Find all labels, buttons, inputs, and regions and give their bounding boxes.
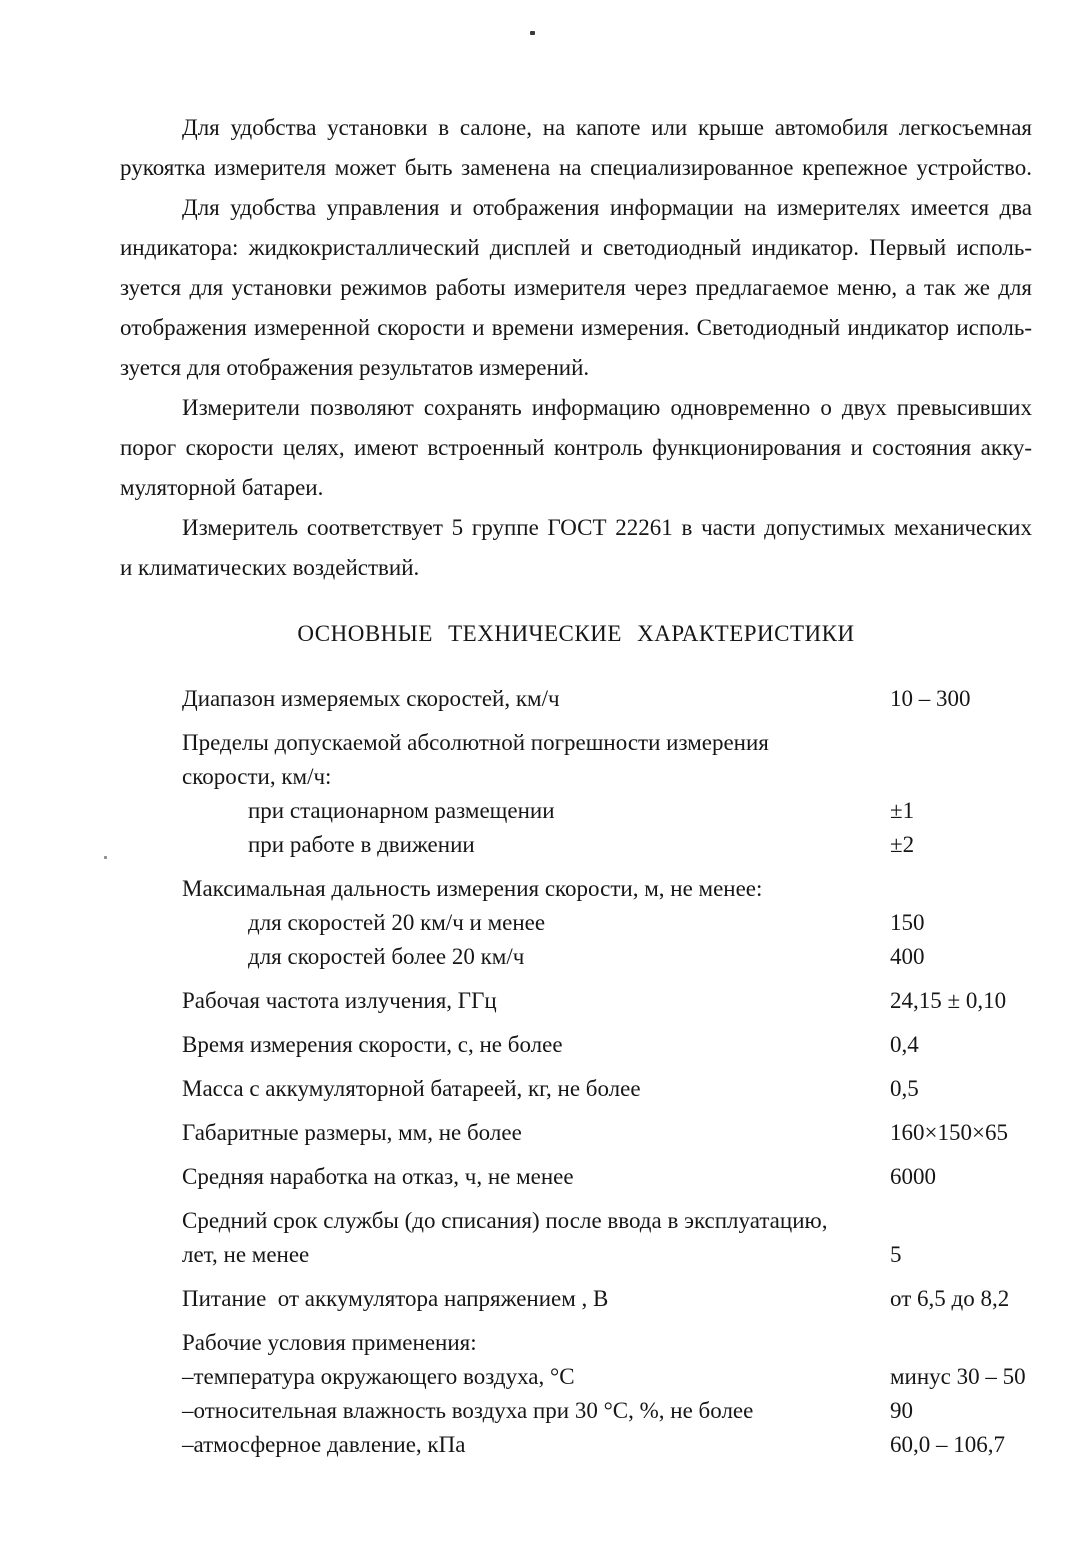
spec-row bbox=[120, 760, 1032, 794]
spec-label: Максимальная дальность измерения скорости, м, не менее: bbox=[182, 876, 763, 901]
spec-label: скорости, км/ч: bbox=[182, 764, 332, 789]
spec-row bbox=[120, 1238, 1032, 1272]
spec-label: при стационарном размещении bbox=[248, 798, 555, 823]
paragraph-line: рукоятка измерителя может быть заменена на специализированное крепежное устройство. bbox=[120, 155, 1032, 180]
spec-label: для скоростей более 20 км/ч bbox=[248, 944, 525, 969]
spec-value: 10 – 300 bbox=[890, 686, 971, 711]
spec-label: Диапазон измеряемых скоростей, км/ч bbox=[182, 686, 560, 711]
paragraph-line: Измеритель соответствует 5 группе ГОСТ 22261 в части допустимых механических bbox=[182, 515, 1032, 540]
spec-table bbox=[120, 682, 1032, 1462]
spec-label: Рабочие условия применения: bbox=[182, 1330, 477, 1355]
paragraph-line: отображения измеренной скорости и времени измерения. Светодиодный индикатор исполь- bbox=[120, 315, 1032, 340]
paragraph-line: и климатических воздействий. bbox=[120, 555, 420, 580]
spec-label: Время измерения скорости, с, не более bbox=[182, 1032, 563, 1057]
spec-row bbox=[120, 1360, 1032, 1394]
spec-value: от 6,5 до 8,2 bbox=[890, 1286, 1010, 1311]
spec-value: 160×150×65 bbox=[890, 1120, 1008, 1145]
spec-label: Средняя наработка на отказ, ч, не менее bbox=[182, 1164, 574, 1189]
spec-row bbox=[120, 1326, 1032, 1360]
spec-label: Габаритные размеры, мм, не более bbox=[182, 1120, 522, 1145]
spec-row bbox=[120, 1116, 1032, 1150]
spec-value: 60,0 – 106,7 bbox=[890, 1432, 1005, 1457]
spec-value: 90 bbox=[890, 1398, 913, 1423]
section-title: ОСНОВНЫЕ ТЕХНИЧЕСКИЕ ХАРАКТЕРИСТИКИ bbox=[297, 621, 855, 646]
paragraph-line: зуется для отображения результатов измерений. bbox=[120, 355, 590, 380]
spec-label: для скоростей 20 км/ч и менее bbox=[248, 910, 546, 935]
paragraph-line: индикатора: жидкокристаллический дисплей и светодиодный индикатор. Первый исполь- bbox=[120, 235, 1032, 260]
paragraph-line: Измерители позволяют сохранять информацию одновременно о двух превысивших bbox=[182, 395, 1032, 420]
spec-value: ±2 bbox=[890, 832, 915, 857]
paragraph-indicators bbox=[120, 188, 1032, 388]
spec-row bbox=[120, 984, 1032, 1018]
spec-value: 0,4 bbox=[890, 1032, 919, 1057]
spec-label: Рабочая частота излучения, ГГц bbox=[182, 988, 497, 1013]
spec-row bbox=[120, 1394, 1032, 1428]
scan-speck-icon bbox=[104, 856, 107, 859]
paragraph-mounting bbox=[120, 108, 1032, 188]
paragraph-line: Для удобства установки в салоне, на капоте или крыше автомобиля легкосъемная bbox=[182, 115, 1032, 140]
spec-row bbox=[120, 1028, 1032, 1062]
spec-value: минус 30 – 50 bbox=[890, 1364, 1026, 1389]
spec-label: лет, не менее bbox=[182, 1242, 310, 1267]
paragraph-line: порог скорости целях, имеют встроенный контроль функционирования и состояния акку- bbox=[120, 435, 1032, 460]
spec-label: Питание от аккумулятора напряжением , В bbox=[182, 1286, 609, 1311]
spec-row bbox=[120, 828, 1032, 862]
spec-value: 24,15 ± 0,10 bbox=[890, 988, 1007, 1013]
spec-value: 0,5 bbox=[890, 1076, 919, 1101]
spec-value: 400 bbox=[890, 944, 925, 969]
spec-row bbox=[120, 682, 1032, 716]
paragraph-gost bbox=[120, 508, 1032, 588]
spec-row bbox=[120, 1428, 1032, 1462]
spec-row bbox=[120, 726, 1032, 760]
spec-row bbox=[120, 872, 1032, 906]
spec-row bbox=[120, 940, 1032, 974]
spec-row bbox=[120, 1160, 1032, 1194]
spec-row bbox=[120, 1282, 1032, 1316]
paragraph-line: зуется для установки режимов работы измерителя через предлагаемое меню, а так же для bbox=[120, 275, 1032, 300]
spec-row bbox=[120, 1204, 1032, 1238]
spec-label: при работе в движении bbox=[248, 832, 475, 857]
spec-label: Пределы допускаемой абсолютной погрешности измерения bbox=[182, 730, 769, 755]
paragraph-memory bbox=[120, 388, 1032, 508]
paragraph-line: муляторной батареи. bbox=[120, 475, 324, 500]
spec-row bbox=[120, 794, 1032, 828]
paragraph-line: Для удобства управления и отображения информации на измерителях имеется два bbox=[182, 195, 1032, 220]
spec-value: ±1 bbox=[890, 798, 915, 823]
scan-speck-icon bbox=[530, 31, 535, 35]
spec-row bbox=[120, 1072, 1032, 1106]
spec-value: 6000 bbox=[890, 1164, 936, 1189]
spec-label: –атмосферное давление, кПа bbox=[182, 1432, 466, 1457]
page-content bbox=[120, 108, 1032, 1462]
spec-label: –температура окружающего воздуха, °С bbox=[182, 1364, 575, 1389]
spec-label: Средний срок службы (до списания) после ввода в эксплуатацию, bbox=[182, 1208, 828, 1233]
spec-label: –относительная влажность воздуха при 30 °С, %, не более bbox=[182, 1398, 754, 1423]
spec-value: 5 bbox=[890, 1242, 902, 1267]
spec-label: Масса с аккумуляторной батареей, кг, не более bbox=[182, 1076, 641, 1101]
spec-value: 150 bbox=[890, 910, 925, 935]
spec-row bbox=[120, 906, 1032, 940]
